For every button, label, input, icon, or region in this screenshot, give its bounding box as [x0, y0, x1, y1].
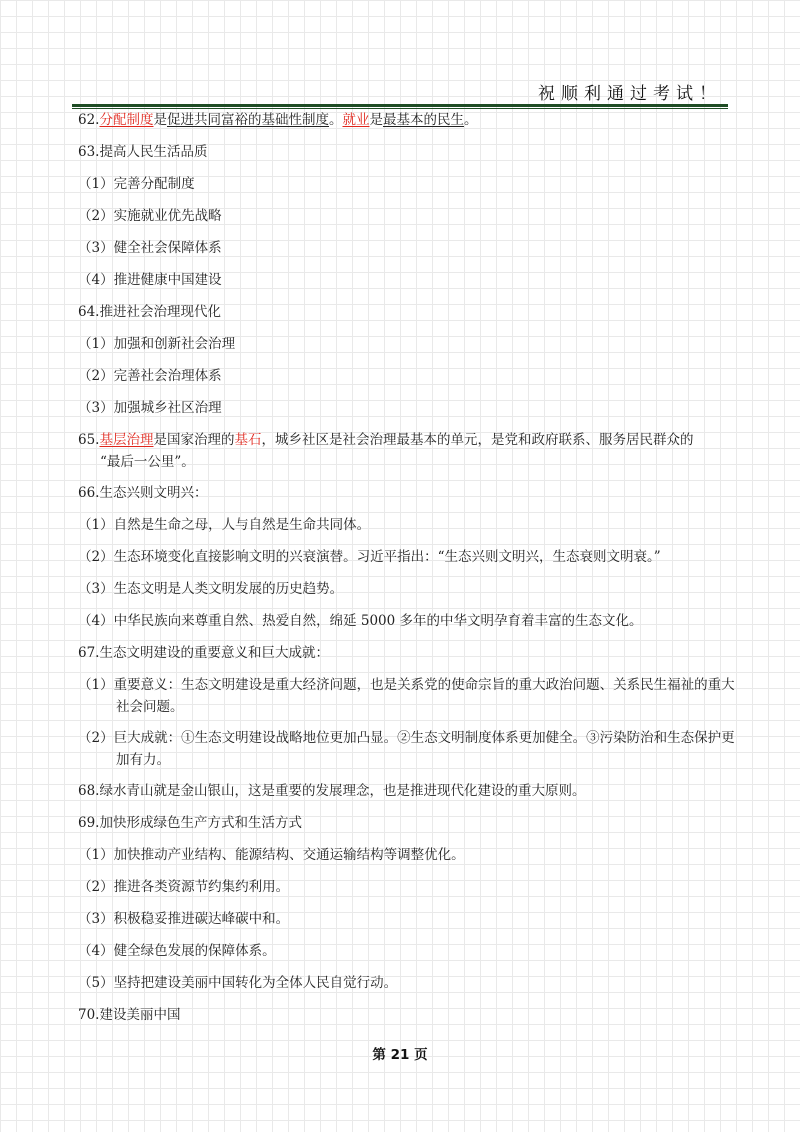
item-67-point-1: （1）重要意义：生态文明建设是重大经济问题，也是关系党的使命宗旨的重大政治问题、关系民生福祉的重大社会问题。 — [78, 677, 735, 715]
item-62-text: 是 — [369, 112, 383, 128]
item-65-num: 65. — [78, 432, 100, 448]
page-number: 第 21 页 — [372, 1047, 428, 1063]
item-62-term-distribution: 分配制度 — [99, 112, 154, 128]
item-69-point-5: （5）坚持把建设美丽中国转化为全体人民自觉行动。 — [78, 975, 398, 991]
item-67-point-2: （2）巨大成就：①生态文明建设战略地位更加凸显。②生态文明制度体系更加健全。③污染防治和生态保护更加有力。 — [78, 730, 735, 768]
item-65-text: “最后一公里”。 — [100, 454, 195, 470]
item-62-text: 是 — [153, 112, 167, 128]
item-62 — [78, 109, 738, 131]
item-69-point-3: （3）积极稳妥推进碳达峰碳中和。 — [78, 911, 290, 927]
item-65-term-cornerstone: 基石 — [234, 432, 262, 448]
item-66-title: 66.生态兴则文明兴： — [78, 485, 208, 501]
item-70-title: 70.建设美丽中国 — [78, 1007, 181, 1023]
item-66-point-3: （3）生态文明是人类文明发展的历史趋势。 — [78, 581, 344, 597]
item-62-text: 。 — [328, 112, 343, 128]
item-69-title: 69.加快形成绿色生产方式和生活方式 — [78, 815, 302, 831]
item-63-point-1: （1）完善分配制度 — [78, 176, 195, 192]
item-66-point-4: （4）中华民族向来尊重自然、热爱自然，绵延 5000 多年的中华文明孕育着丰富的生态文化。 — [78, 613, 643, 629]
item-65-text: 是国家治理的 — [153, 432, 235, 448]
item-63-point-3: （3）健全社会保障体系 — [78, 240, 222, 256]
item-65-text: ，城乡社区是社会治理最基本的单元，是党和政府联系、服务居民群众的 — [261, 432, 694, 448]
item-65-term-grassroots: 基层治理 — [99, 432, 154, 448]
item-62-underlined-2: 最基本的民生 — [382, 112, 464, 128]
item-63-point-4: （4）推进健康中国建设 — [78, 272, 222, 288]
item-64-point-1: （1）加强和创新社会治理 — [78, 336, 236, 352]
item-68: 68.绿水青山就是金山银山，这是重要的发展理念，也是推进现代化建设的重大原则。 — [78, 783, 586, 799]
item-62-text: 。 — [463, 112, 478, 128]
item-64-title: 64.推进社会治理现代化 — [78, 304, 221, 320]
item-66-point-2: （2）生态环境变化直接影响文明的兴衰演替。习近平指出：“生态兴则文明兴，生态衰则文明衰。” — [78, 549, 661, 565]
item-69-point-4: （4）健全绿色发展的保障体系。 — [78, 943, 276, 959]
item-66-point-1: （1）自然是生命之母，人与自然是生命共同体。 — [78, 517, 371, 533]
item-65 — [78, 429, 738, 473]
item-69-point-1: （1）加快推动产业结构、能源结构、交通运输结构等调整优化。 — [78, 847, 465, 863]
item-64-point-2: （2）完善社会治理体系 — [78, 368, 222, 384]
item-69-point-2: （2）推进各类资源节约集约利用。 — [78, 879, 290, 895]
page-body — [78, 108, 738, 1026]
item-62-underlined-1: 促进共同富裕的基础性制度 — [166, 112, 329, 128]
item-64-point-3: （3）加强城乡社区治理 — [78, 400, 222, 416]
header-motto: 祝顺利通过考试！ — [538, 84, 722, 104]
item-67-title: 67.生态文明建设的重要意义和巨大成就： — [78, 645, 329, 661]
header-rule-thick — [72, 104, 728, 107]
item-63-point-2: （2）实施就业优先战略 — [78, 208, 222, 224]
item-63-title: 63.提高人民生活品质 — [78, 144, 208, 160]
item-62-num: 62. — [78, 112, 100, 128]
item-62-term-employment: 就业 — [342, 112, 370, 128]
